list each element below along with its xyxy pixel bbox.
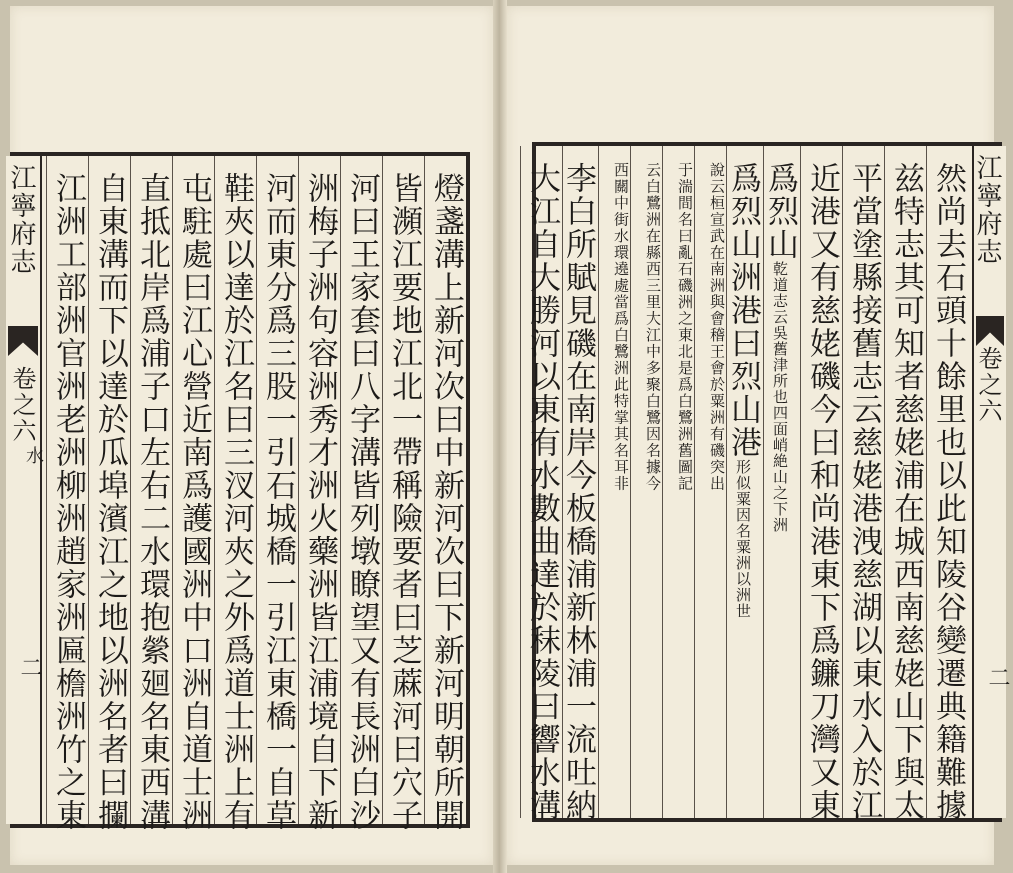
column-text: 平當塗縣接舊志云慈姥港洩慈湖以東水入於江	[846, 162, 882, 822]
text-column	[800, 146, 842, 822]
column-text	[727, 162, 763, 812]
juan-label-right: 卷之六	[974, 346, 1002, 424]
text-column	[662, 146, 694, 818]
column-text: 說云桓宣武在南洲與會稽王會於粟洲有磯突出	[708, 162, 726, 492]
text-column	[88, 156, 130, 832]
text-column	[520, 146, 562, 822]
column-text: 河曰王家套曰八字溝皆列墩瞭望又有長洲白沙	[344, 172, 380, 832]
left-text-block	[6, 152, 470, 832]
page-number-right: 二	[985, 666, 1010, 688]
text-column	[298, 156, 340, 832]
main-text: 李白所賦	[560, 162, 596, 294]
text-column	[763, 146, 800, 818]
column-text: 屯駐處曰江心營近南爲護國洲中口洲自道士洲	[176, 172, 212, 832]
continuation-text: 見磯在南岸今板橋浦新林浦一流吐納	[560, 294, 596, 822]
book-title-right: 江寧府志	[972, 154, 1002, 266]
right-text-block	[524, 142, 1010, 822]
column-text: 河而東分爲三股一引石城橋一引江東橋一自草	[260, 172, 296, 832]
main-text: 爲烈山	[762, 162, 798, 261]
text-column	[726, 146, 763, 818]
text-column	[884, 146, 926, 822]
fishtail-mark-right	[976, 316, 1004, 346]
page-center-strip	[6, 156, 42, 824]
book-gutter	[493, 0, 507, 873]
text-column	[694, 146, 726, 818]
column-text: 鞋夾以達於江名曰三汊河夾之外爲道士洲上有	[218, 172, 254, 832]
text-column	[46, 156, 88, 832]
commentary-text: 乾道志云吳舊津所也四面峭絶山之下洲	[771, 261, 789, 533]
section-label: 水	[23, 446, 44, 464]
column-text: 燈盞溝上新河次曰中新河次曰下新河明朝所開	[428, 172, 464, 832]
column-text: 于湍間名曰亂石磯洲之東北是爲白鷺洲舊圖記	[676, 162, 694, 492]
column-text: 自東溝而下以達於瓜埠濱江之地以洲名者曰攔	[92, 172, 128, 832]
fishtail-mark	[8, 326, 38, 356]
column-text: 直抵北岸爲浦子口左右二水環抱縈廻名東西溝	[134, 172, 170, 832]
text-column	[842, 146, 884, 822]
column-text: 云白鷺洲在縣西三里大江中多聚白鷺因名據今	[644, 162, 662, 492]
column-text: 兹特志其可知者慈姥浦在城西南慈姥山下與太	[888, 162, 924, 822]
book-title: 江寧府志	[6, 164, 36, 276]
text-column	[598, 146, 630, 818]
page-center-strip-right	[972, 146, 1010, 818]
column-text	[560, 162, 598, 822]
column-text: 大江自大勝河以東有水數曲達於秣陵曰響水溝	[524, 162, 560, 822]
text-column	[560, 146, 598, 822]
text-column	[214, 156, 256, 832]
text-column	[256, 156, 298, 832]
left-page	[6, 6, 493, 865]
column-text	[764, 162, 800, 812]
column-text: 洲梅子洲句容洲秀才洲火藥洲皆江浦境自下新	[302, 172, 338, 832]
text-column	[130, 156, 172, 832]
main-text: 爲烈山洲港曰烈山港	[725, 162, 761, 459]
page-number: 二	[17, 656, 42, 678]
column-text: 江洲工部洲官洲老洲柳洲趙家洲匾檐洲竹之東	[50, 172, 86, 832]
column-text: 皆瀕江要地江北一帶稱險要者曰芝蔴河曰穴子	[386, 172, 422, 832]
text-column	[340, 156, 382, 832]
text-column	[630, 146, 662, 818]
column-text: 然尚去石頭十餘里也以此知陵谷變遷典籍難據	[930, 162, 966, 822]
text-column	[382, 156, 424, 832]
text-column	[172, 156, 214, 832]
juan-label: 卷之六	[8, 366, 36, 444]
text-column	[926, 146, 968, 822]
text-column	[424, 156, 466, 832]
column-text: 西關中街水環遶處當爲白鷺洲此特掌其名耳非	[612, 162, 630, 492]
column-text: 近港又有慈姥磯今曰和尚港東下爲鐮刀灣又東	[804, 162, 840, 822]
right-page	[507, 6, 1010, 865]
commentary-text: 形似粟因名粟洲以洲世	[734, 459, 752, 619]
